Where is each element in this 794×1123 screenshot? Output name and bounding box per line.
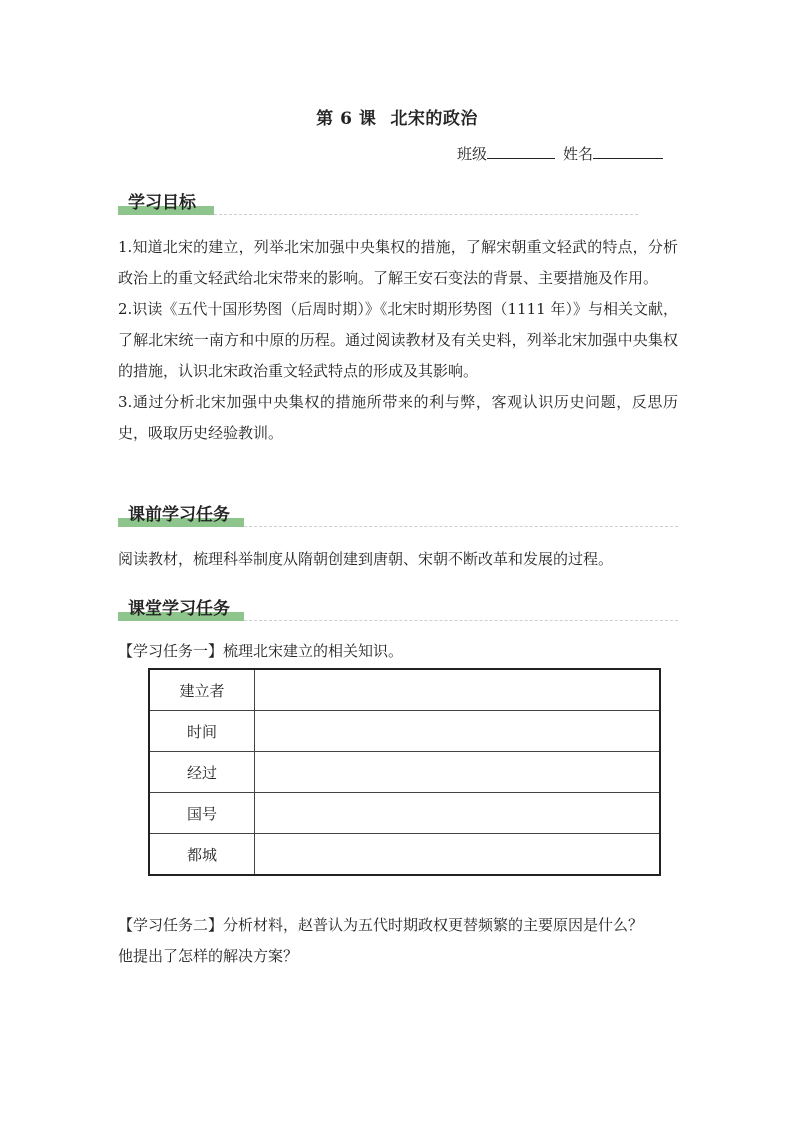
row-answer-cell[interactable]: [255, 834, 661, 876]
row-key: 国号: [149, 793, 255, 834]
row-answer-cell[interactable]: [255, 793, 661, 834]
lesson-number: 第 6 课: [316, 109, 377, 129]
section-divider: [244, 620, 678, 621]
name-blank[interactable]: [593, 144, 663, 159]
preclass-paragraph: 阅读教材，梳理科举制度从隋朝创建到唐朝、宋朝不断改革和发展的过程。: [118, 550, 614, 568]
task-two-line: 他提出了怎样的解决方案？: [118, 947, 299, 965]
class-label: 班级: [457, 145, 488, 163]
goal-item: 1.知道北宋的建立，列举北宋加强中央集权的措施，了解宋朝重文轻武的特点，分析政治上的重文轻武给北宋带来的影响。了解王安石变法的背景、主要措施及作用。: [118, 238, 678, 287]
preclass-text: [118, 544, 678, 575]
section-divider: [214, 214, 638, 215]
lesson-topic: 北宋的政治: [390, 109, 478, 129]
section-title: 课前学习任务: [128, 505, 230, 525]
section-title: 课堂学习任务: [128, 599, 230, 619]
student-info-line: [457, 143, 663, 164]
row-key: 建立者: [149, 669, 255, 711]
task-one: [118, 640, 403, 661]
table-row: [149, 711, 660, 752]
section-header-preclass: [118, 504, 678, 530]
class-blank[interactable]: [487, 144, 555, 159]
row-key: 经过: [149, 752, 255, 793]
table-row: [149, 669, 660, 711]
table-row: [149, 834, 660, 876]
row-answer-cell[interactable]: [255, 752, 661, 793]
section-title: 学习目标: [128, 193, 196, 213]
goals-list: [118, 232, 678, 449]
row-answer-cell[interactable]: [255, 711, 661, 752]
goal-item: 3.通过分析北宋加强中央集权的措施所带来的利与弊，客观认识历史问题，反思历史，吸取历史经验教训。: [118, 393, 678, 442]
table-row: [149, 793, 660, 834]
task-tag: 【学习任务二】: [118, 916, 224, 934]
page-title: [0, 104, 794, 129]
row-key: 都城: [149, 834, 255, 876]
task-text: 梳理北宋建立的相关知识。: [223, 642, 404, 660]
section-header-goals: [118, 192, 638, 218]
row-answer-cell[interactable]: [255, 669, 661, 711]
task-tag: 【学习任务一】: [118, 642, 224, 660]
task-text: 分析材料，赵普认为五代时期政权更替频繁的主要原因是什么？: [223, 916, 644, 934]
founding-info-table: [148, 668, 661, 876]
goal-item: 2.识读《五代十国形势图（后周时期）》《北宋时期形势图（1111 年）》与相关文献，了解北宋统一南方和中原的历程。通过阅读教材及有关史料，列举北宋加强中央集权的措施，认识北宋政治重文轻武特点的形成及其影响。: [118, 300, 678, 380]
section-divider: [244, 526, 678, 527]
task-two-line: [118, 910, 688, 941]
row-key: 时间: [149, 711, 255, 752]
name-label: 姓名: [563, 145, 594, 163]
task-two: [118, 910, 688, 972]
table-row: [149, 752, 660, 793]
section-header-inclass: [118, 598, 678, 624]
